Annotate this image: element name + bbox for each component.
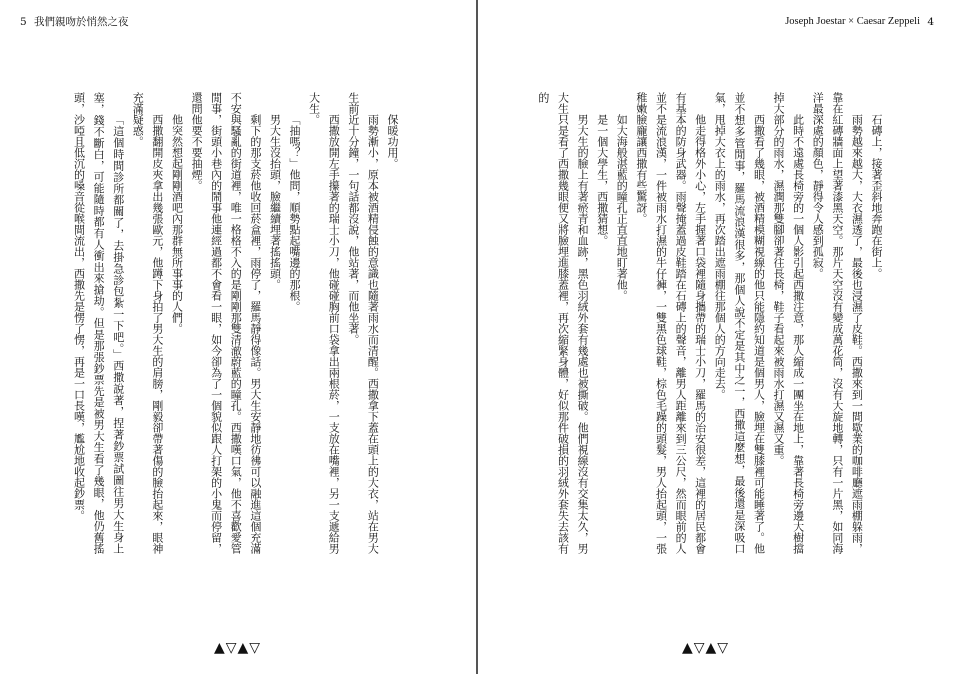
paragraph: 男大生的臉上有著瘀青和血跡，黑色羽絨外套有幾處也被撕破。他們視線沒有交集太久，男大生只是看了西撒幾眼便又將臉埋進膝蓋裡，再次縮緊身體，好似那件破損的羽絨外套失去該有的 — [536, 92, 590, 554]
paragraph: 西撒放開左手攥著的瑞士小刀，他碰碰胸前口袋拿出兩根菸，一支放在嘴裡，另一支遞給男大生。 — [307, 92, 341, 554]
paragraph: 「抽嗎？」他問，順勢點起嘴邊的那根。 — [288, 114, 302, 312]
paragraph: 他突然想起剛剛酒吧內那群無所事事的人們。 — [170, 114, 184, 334]
page-number: 4 — [927, 16, 934, 28]
paragraph: 雨勢漸小，原本被酒精侵蝕的意識也隨著雨水而清醒。西撒拿下蓋在頭上的大衣，站在男大生前近十分鐘，一句話都沒說，他站著，而他坐著。 — [346, 92, 380, 554]
paragraph: 西撒翻開皮夾拿出幾張歐元，他蹲下身拍了男大生的肩膀，剛毅卻帶著傷的臉抬起來，眼神充滿疑惑。 — [131, 92, 164, 554]
paragraph: 男大生沒抬頭，臉繼續埋著搖搖頭。 — [268, 114, 282, 290]
right-page — [478, 0, 954, 674]
running-title: 我們親吻於悄然之夜 — [34, 16, 129, 28]
paragraph: 保暖功用。 — [386, 114, 399, 169]
paragraph: 「這個時間診所都關了，去掛急診包紮一下吧。」西撒說著，捏著鈔票試圖往男大生身上塞，錢不斷白，可能隨時都有人衝出來搶劫。但是那張鈔票先是被男大生看了幾眼，他仍舊搖頭，沙啞且低沉的嗓音從喉間流出，西撒先是愣了愣，再是一口長嘆，尷尬地收起鈔票。 — [72, 92, 125, 554]
paragraph: 西撒看了幾眼，被酒精模糊視線的他只能隱約知道是個男人，臉埋在雙膝裡可能睡著了。他並不想多管閒事，羅馬流浪漢很多，那個人說不定是其中之一，西撒這麼想，最後還是深吸口氣，甩掉大衣上的雨水，再次踏出遮雨棚往那個人的方向走去。 — [713, 92, 766, 554]
page-ornament: ▲▽▲▽ — [214, 640, 262, 656]
paragraph: 剩下的那支菸他收回菸盒裡，雨停了，羅馬靜得像話。男大生安靜地彷彿可以融進這個充滿不安與騷亂的街道裡，唯一格格不入的是剛剛那雙清澈蔚藍的瞳孔。西撒嘆口氣，他不喜歡愛管閒事，街頭小巷內的鬧事他連經過都不會看一眼，如今卻為了一個貌似跟人打架的小鬼而停留，還問他要不要抽煙。 — [190, 92, 262, 554]
running-title: Joseph Joestar × Caesar Zeppeli — [785, 16, 920, 27]
paragraph: 他走得格外小心，左手握著口袋裡隨身攜帶的瑞士小刀，羅馬的治安很差，這裡的居民都會有基本的防身武器。雨聲掩蓋過皮鞋踏在石磚上的聲音，離男人距離來到三公尺，然而眼前的人並不是流浪漢，一件被雨水打濕的牛仔褲，一雙黑色球鞋，棕色毛躁的頭髮，男人抬起頭，一張稚嫩臉龐讓西撒有些驚訝。 — [634, 92, 707, 554]
page-ornament: ▲▽▲▽ — [682, 640, 730, 656]
left-page — [0, 0, 476, 674]
vertical-text-body — [46, 92, 402, 554]
paragraph: 如大海般湛藍的瞳孔正直直地盯著他。 — [615, 114, 629, 301]
paragraph: 此時不遠處長椅旁的一個人影引起西撒注意，那人縮成一團坐在地上，靠著長椅旁邊大樹擋掉大部分的雨水，濕潤那雙腳卻著往長椅，鞋子看起來被雨水打濕又濕又重。 — [772, 92, 805, 554]
paragraph: 石磚上，接著歪斜地奔跑在街上。 — [870, 114, 883, 279]
paragraph: 是一個大學生，西撒猜想。 — [595, 114, 609, 246]
page-number: 5 — [20, 16, 27, 28]
vertical-text-body — [534, 92, 886, 554]
paragraph: 雨勢越來越大，大衣濕透了，最後也浸濕了皮鞋。西撒來到一間歇業的咖啡廳遮雨棚躲雨，靠在紅磚牆面上望著漆黑天空。那片天空沒有變成萬花筒，沒有大旋地轉，只有一片黑，如同海洋最深處的顏色，靜得令人感到孤寂。 — [811, 92, 864, 554]
